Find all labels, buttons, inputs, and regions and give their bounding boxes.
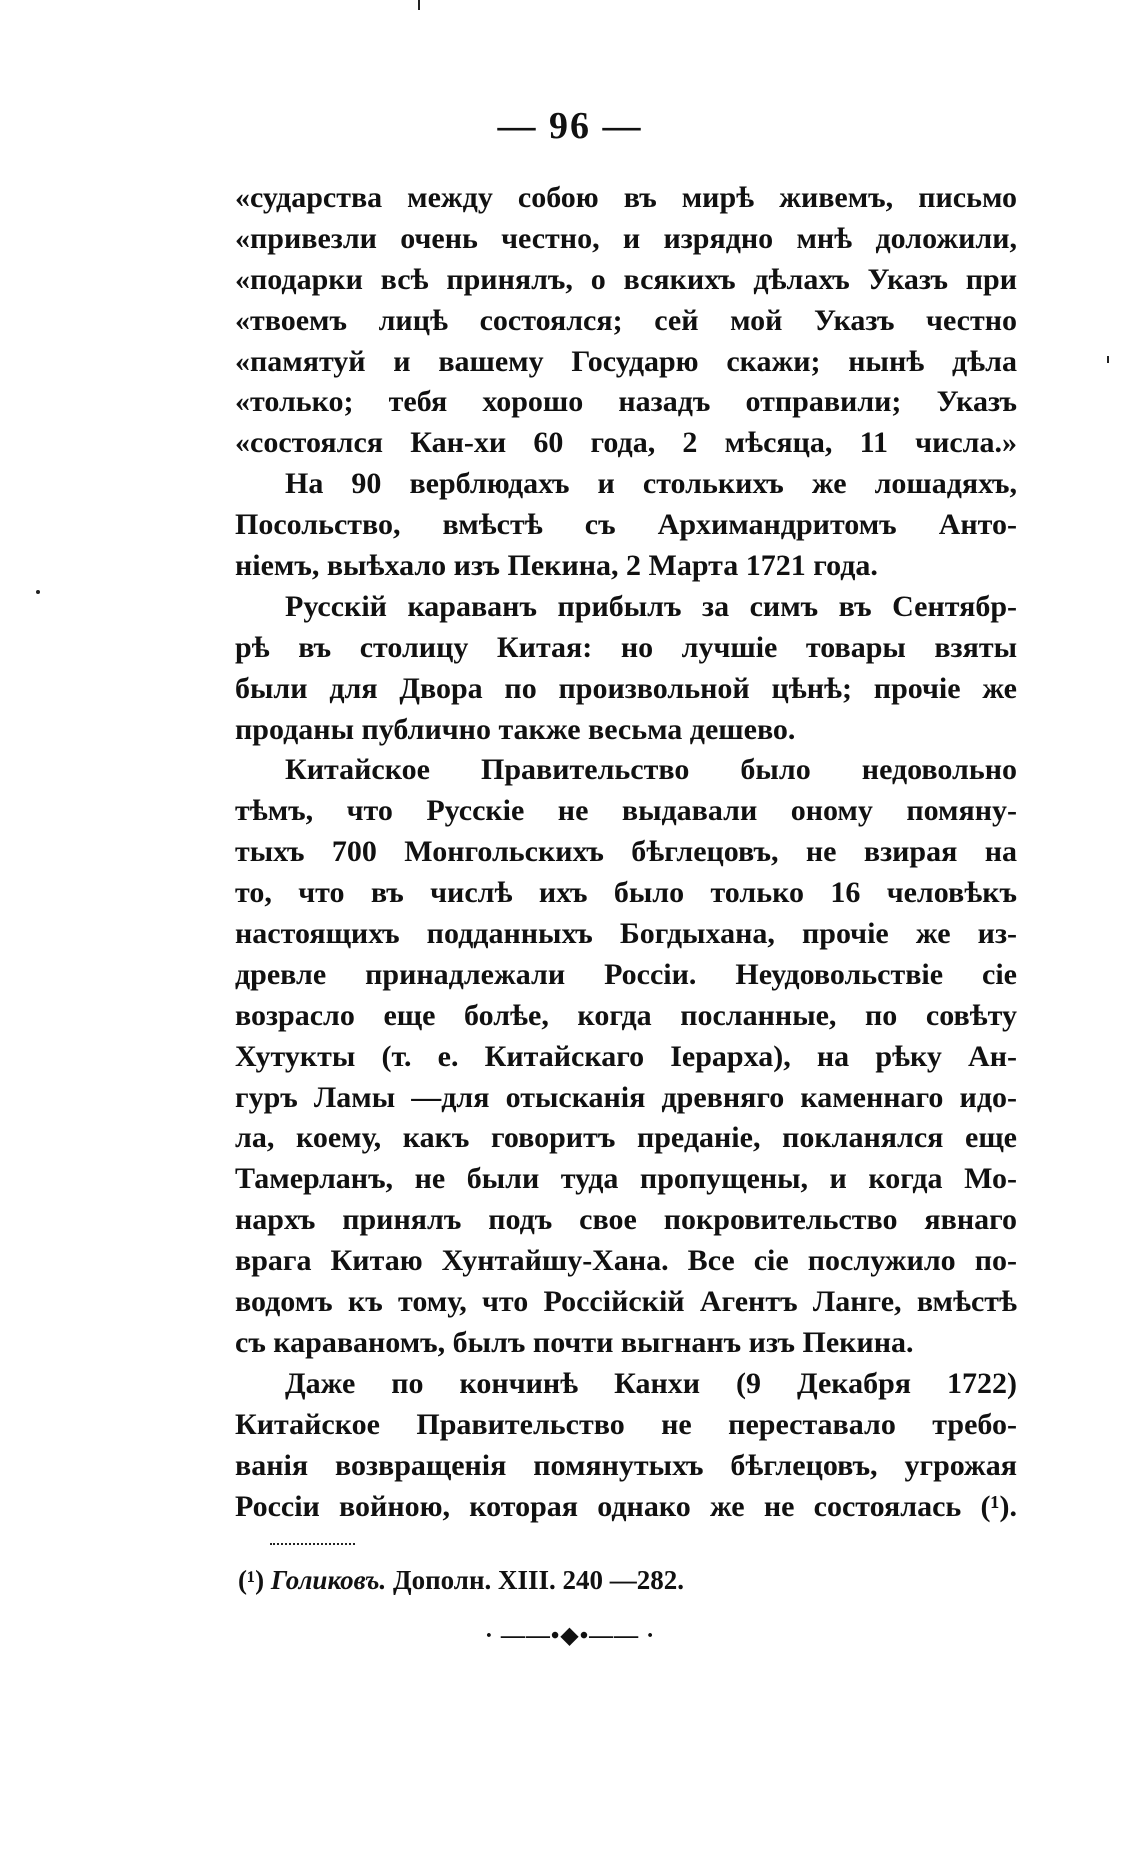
text-line: Посольство, вмѣстѣ съ Архимандритомъ Анто- [235,508,1017,542]
text-line: Китайское Правительство не переставало требо- [235,1407,1017,1441]
text-line: то, что въ числѣ ихъ было только 16 человѣкъ [235,876,1017,910]
text-line: гуръ Ламы —для отысканія древняго каменнаго идо- [235,1080,1017,1114]
text-line: ла, коему, какъ говоритъ преданіе, покланялся еще [235,1121,1017,1155]
text-line: возрасло еще болѣе, когда посланные, по совѣту [235,998,1017,1032]
page-number: — 96 — [497,105,643,147]
text-line: «памятуй и вашему Государю скажи; нынѣ дѣла [235,344,1017,378]
text-line: Тамерланъ, не были туда пропущены, и когда Мо- [235,1162,1017,1196]
text-line: «только; тебя хорошо назадъ отправили; Указъ [235,385,1017,419]
top-ink-mark [418,0,420,10]
text-line: Китайское Правительство было недовольно [285,753,1017,787]
text-line: нархъ принялъ подъ свое покровительство явнаго [235,1203,1017,1237]
text-line: «подарки всѣ принялъ, о всякихъ дѣлахъ Указъ при [235,262,1017,296]
text-line: «привезли очень честно, и изрядно мнѣ доложили, [235,221,1017,255]
body-text [235,178,1017,1527]
text-line: Хутукты (т. е. Китайскаго Іерарха), на рѣку Ан- [235,1039,1017,1073]
right-margin-mark [1107,356,1109,363]
text-line: ванія возвращенія помянутыхъ бѣглецовъ, угрожая [235,1448,1017,1482]
text-line: проданы публично также весьма дешево. [235,712,796,746]
text-line: водомъ къ тому, что Россійскій Агентъ Ланге, вмѣстѣ [235,1285,1017,1319]
text-line: врага Китаю Хунтайшу-Хана. Все сіе послужило по- [235,1244,1017,1278]
text-line: Даже по кончинѣ Канхи (9 Декабря 1722) [285,1366,1017,1400]
footnote-separator [270,1543,355,1545]
text-line: ніемъ, выѣхало изъ Пекина, 2 Марта 1721 года. [235,549,878,583]
end-ornament: · ——•◆•—— · [484,1623,656,1649]
footnote-marker: (¹) [238,1565,265,1595]
text-line: тыхъ 700 Монгольскихъ бѣглецовъ, не взирая на [235,835,1017,869]
left-margin-mark [36,590,40,594]
text-line: На 90 верблюдахъ и столькихъ же лошадяхъ, [285,467,1017,501]
text-line: Россіи войною, которая однако же не состоялась (¹). [235,1489,1017,1523]
text-line: «сударства между собою въ мирѣ живемъ, письмо [235,181,1017,214]
text-line: были для Двора по произвольной цѣнѣ; прочіе же [235,671,1017,705]
text-line: тѣмъ, что Русскіе не выдавали оному помяну- [235,794,1017,828]
footnote-author: Голиковъ. [270,1565,387,1595]
text-line: «состоялся Кан-хи 60 года, 2 мѣсяца, 11 числа.» [235,426,1017,460]
text-line: настоящихъ подданныхъ Богдыхана, прочіе же из- [235,917,1017,951]
text-line: рѣ въ столицу Китая: но лучшіе товары взяты [235,630,1017,664]
footnote [238,1565,684,1596]
text-line: древле принадлежали Россіи. Неудовольствіе сіе [235,957,1017,991]
footnote-reference: Дополн. XIII. 240 —282. [393,1565,685,1595]
text-line: съ караваномъ, былъ почти выгнанъ изъ Пекина. [235,1325,914,1359]
text-line: «твоемъ лицѣ состоялся; сей мой Указъ честно [235,303,1017,337]
text-line: Русскій караванъ прибылъ за симъ въ Сентябр- [285,589,1017,623]
